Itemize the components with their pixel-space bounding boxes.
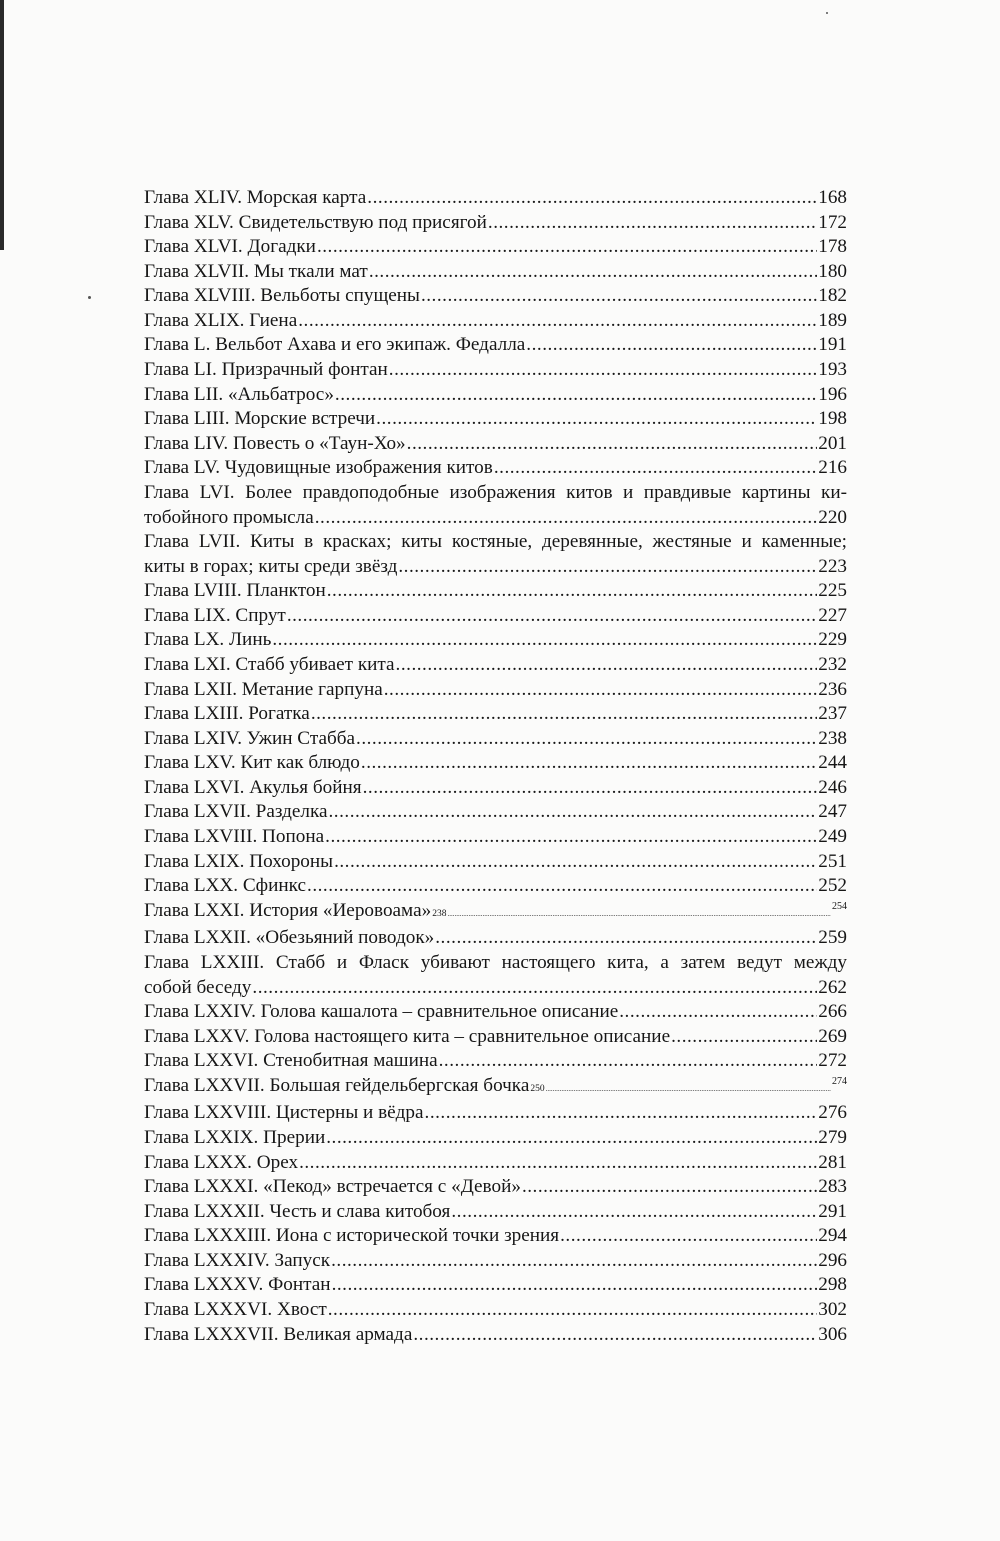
toc-entry[interactable] — [144, 1126, 847, 1151]
toc-entry[interactable] — [144, 628, 847, 653]
dot-leader — [329, 800, 818, 825]
toc-entry[interactable] — [144, 456, 847, 481]
toc-entry-page-number: 225 — [818, 580, 847, 602]
toc-entry-title: Глава XLIV. Морская карта — [144, 187, 367, 208]
toc-entry[interactable] — [144, 825, 847, 850]
toc-entry-page-number: 220 — [818, 506, 847, 528]
toc-entry-page-number: 178 — [818, 236, 847, 258]
toc-entry-page-number: 191 — [818, 334, 847, 356]
dot-leader — [435, 926, 817, 951]
footnote-marker: 250 — [530, 1083, 545, 1094]
toc-entry[interactable] — [144, 1200, 847, 1225]
toc-entry-title: Глава LXXXI. «Пекод» встречается с «Девой» — [144, 1176, 521, 1198]
toc-entry-title: Глава LXXXVI. Хвост — [144, 1299, 327, 1321]
toc-entry[interactable] — [144, 481, 847, 530]
toc-entry-title: Глава LXIX. Похороны — [144, 850, 334, 872]
toc-entry[interactable] — [144, 1025, 847, 1050]
toc-entry-page-number: 227 — [818, 604, 847, 626]
toc-entry-page-number: 172 — [818, 211, 847, 233]
toc-entry-title-continued: собой беседу — [144, 976, 252, 998]
dot-leader — [334, 850, 817, 875]
scan-speck — [826, 12, 828, 14]
dot-leader — [421, 284, 817, 309]
toc-entry-title: Глава LIV. Повесть о «Таун-Хо» — [144, 432, 406, 454]
toc-entry-title: Глава LXXV. Голова настоящего кита – сравнительное описание — [144, 1025, 671, 1047]
dot-leader — [522, 1175, 817, 1200]
dot-leader — [447, 899, 831, 927]
dot-leader — [488, 211, 817, 236]
toc-entry-page-number: 201 — [818, 432, 847, 454]
toc-entry-title: Глава LXXIX. Прерии — [144, 1126, 326, 1148]
toc-entry-title: Глава LXVI. Акулья бойня — [144, 776, 362, 798]
dot-leader — [451, 1200, 817, 1225]
toc-entry-title: Глава LXIII. Рогатка — [144, 703, 310, 725]
toc-entry-page-number: 247 — [818, 801, 847, 823]
toc-entry[interactable] — [144, 678, 847, 703]
toc-entry-page-number: 283 — [818, 1176, 847, 1198]
dot-leader — [389, 358, 817, 383]
toc-entry[interactable] — [144, 260, 847, 285]
dot-leader — [311, 702, 817, 727]
toc-entry-page-number: 229 — [818, 629, 847, 651]
dot-leader — [369, 260, 817, 285]
toc-entry[interactable] — [144, 926, 847, 951]
toc-entry[interactable] — [144, 1224, 847, 1249]
toc-entry-page-number: 274 — [832, 1075, 847, 1087]
dot-leader — [287, 604, 817, 629]
toc-entry-page-number: 251 — [818, 850, 847, 872]
toc-entry-title: Глава LXXXVII. Великая армада — [144, 1323, 413, 1345]
toc-entry-title: Глава LVII. Киты в красках; киты костяные, деревянные, жестяные и каменные; — [144, 531, 847, 553]
toc-entry-title: Глава LXI. Стабб убивает кита — [144, 653, 395, 675]
dot-leader — [298, 309, 817, 334]
toc-entry-page-number: 252 — [818, 875, 847, 897]
toc-entry-title: Глава LXXI. История «Иеровоама» — [144, 899, 432, 921]
dot-leader — [376, 407, 817, 432]
toc-entry-page-number: 238 — [818, 727, 847, 749]
dot-leader — [439, 1049, 818, 1074]
dot-leader — [356, 727, 817, 752]
dot-leader — [317, 235, 817, 260]
toc-entry-page-number: 216 — [818, 457, 847, 479]
toc-entry[interactable] — [144, 579, 847, 604]
toc-entry-title: Глава LXV. Кит как блюдо — [144, 752, 360, 774]
dot-leader — [327, 579, 818, 604]
dot-leader — [325, 825, 817, 850]
toc-entry-title: Глава LXXVII. Большая гейдельбергская бочка — [144, 1074, 530, 1096]
toc-entry[interactable] — [144, 383, 847, 408]
toc-entry[interactable] — [144, 702, 847, 727]
toc-entry[interactable] — [144, 1151, 847, 1176]
toc-entry[interactable] — [144, 211, 847, 236]
toc-entry-title: Глава LII. «Альбатрос» — [144, 383, 334, 405]
toc-entry-page-number: 296 — [818, 1249, 847, 1271]
toc-entry[interactable] — [144, 1323, 847, 1348]
toc-entry-page-number: 189 — [818, 309, 847, 331]
dot-leader — [494, 456, 817, 481]
dot-leader — [396, 653, 818, 678]
dot-leader — [413, 1323, 817, 1348]
toc-entry[interactable] — [144, 874, 847, 899]
toc-entry-page-number: 168 — [818, 187, 847, 208]
toc-entry-title: Глава LXXXIII. Иона с исторической точки зрения — [144, 1225, 560, 1247]
dot-leader — [335, 383, 817, 408]
toc-entry[interactable] — [144, 951, 847, 1000]
toc-entry-page-number: 237 — [818, 703, 847, 725]
dot-leader — [384, 678, 817, 703]
toc-entry-page-number: 193 — [818, 359, 847, 381]
toc-entry-title: Глава LXII. Метание гарпуна — [144, 678, 383, 700]
toc-entry-page-number: 223 — [818, 555, 847, 577]
toc-entry-page-number: 269 — [818, 1025, 847, 1047]
toc-entry[interactable] — [144, 899, 847, 927]
toc-entry-title: Глава XLV. Свидетельствую под присягой — [144, 211, 487, 233]
toc-entry-title: Глава LXXIV. Голова кашалота – сравнительное описание — [144, 1001, 619, 1023]
toc-entry-page-number: 180 — [818, 260, 847, 282]
toc-entry[interactable] — [144, 407, 847, 432]
dot-leader — [299, 1151, 817, 1176]
toc-entry-page-number: 198 — [818, 408, 847, 430]
toc-entry-page-number: 249 — [818, 826, 847, 848]
toc-entry[interactable] — [144, 333, 847, 358]
toc-entry[interactable] — [144, 1000, 847, 1025]
toc-entry-title: Глава LXXX. Орех — [144, 1151, 299, 1173]
toc-entry-title: Глава XLVII. Мы ткали мат — [144, 260, 368, 282]
toc-entry-page-number: 276 — [818, 1102, 847, 1124]
toc-entry-page-number: 254 — [832, 900, 847, 912]
dot-leader — [331, 1249, 817, 1274]
toc-entry[interactable] — [144, 1273, 847, 1298]
toc-entry[interactable] — [144, 1249, 847, 1274]
toc-entry[interactable] — [144, 653, 847, 678]
toc-entry-page-number: 298 — [818, 1274, 847, 1296]
toc-entry[interactable] — [144, 727, 847, 752]
toc-entry-title: Глава LIII. Морские встречи — [144, 408, 376, 430]
toc-entry[interactable] — [144, 1101, 847, 1126]
toc-entry[interactable] — [144, 1074, 847, 1102]
toc-entry-page-number: 272 — [818, 1050, 847, 1072]
toc-entry-title: Глава LIX. Спрут — [144, 604, 286, 626]
dot-leader — [619, 1000, 817, 1025]
dot-leader — [315, 506, 817, 531]
toc-entry[interactable] — [144, 309, 847, 334]
toc-entry-title: Глава LXXXV. Фонтан — [144, 1274, 331, 1296]
toc-entry-title-continued: киты в горах; киты среди звёзд — [144, 555, 398, 577]
toc-entry[interactable] — [144, 776, 847, 801]
toc-entry-title: Глава XLVIII. Вельботы спущены — [144, 285, 420, 307]
toc-entry-title: Глава LX. Линь — [144, 629, 272, 651]
toc-entry-page-number: 291 — [818, 1200, 847, 1222]
dot-leader — [671, 1025, 817, 1050]
toc-entry-title: Глава L. Вельбот Ахава и его экипаж. Федалла — [144, 334, 526, 356]
toc-entry-page-number: 279 — [818, 1126, 847, 1148]
dot-leader — [332, 1273, 818, 1298]
footnote-marker: 238 — [432, 908, 447, 919]
toc-entry-title: Глава LXXVIII. Цистерны и вёдра — [144, 1102, 424, 1124]
toc-entry-page-number: 294 — [818, 1225, 847, 1247]
toc-entry-page-number: 306 — [818, 1323, 847, 1345]
page-edge-shadow — [0, 0, 4, 250]
toc-entry[interactable] — [144, 800, 847, 825]
toc-entry[interactable] — [144, 1049, 847, 1074]
toc-entry-title: Глава LXXXIV. Запуск — [144, 1249, 331, 1271]
toc-entry-page-number: 244 — [818, 752, 847, 774]
toc-entry-title: Глава LXXII. «Обезьяний поводок» — [144, 927, 435, 949]
dot-leader — [272, 628, 817, 653]
toc-entry-title: Глава LV. Чудовищные изображения китов — [144, 457, 493, 479]
toc-entry-page-number: 302 — [818, 1299, 847, 1321]
toc-entry-page-number: 182 — [818, 285, 847, 307]
toc-entry[interactable] — [144, 530, 847, 579]
dot-leader — [361, 751, 817, 776]
toc-entry[interactable] — [144, 604, 847, 629]
toc-entry-title: Глава LVI. Более правдоподобные изображения китов и правдивые картины ки- — [144, 481, 847, 503]
dot-leader — [546, 1074, 831, 1102]
scan-speck — [88, 296, 91, 299]
dot-leader — [526, 333, 817, 358]
dot-leader — [560, 1224, 817, 1249]
toc-entry-page-number: 281 — [818, 1151, 847, 1173]
toc-entry-title-continued: тобойного промысла — [144, 506, 314, 528]
dot-leader — [328, 1298, 817, 1323]
toc-entry-page-number: 259 — [818, 927, 847, 949]
dot-leader — [252, 976, 817, 1001]
dot-leader — [367, 186, 817, 211]
toc-entry-title: Глава LXXVI. Стенобитная машина — [144, 1050, 438, 1072]
toc-entry[interactable] — [144, 850, 847, 875]
toc-entry-title: Глава LXX. Сфинкс — [144, 875, 307, 897]
toc-entry-page-number: 232 — [818, 653, 847, 675]
dot-leader — [363, 776, 818, 801]
dot-leader — [307, 874, 817, 899]
toc-entry-page-number: 236 — [818, 678, 847, 700]
toc-entry-title: Глава LXVII. Разделка — [144, 801, 328, 823]
toc-entry[interactable] — [144, 432, 847, 457]
toc-entry-title: Глава LI. Призрачный фонтан — [144, 359, 388, 381]
toc-entry-title: Глава LXXIII. Стабб и Фласк убивают настоящего кита, а затем ведут между — [144, 951, 847, 973]
toc-entry-page-number: 262 — [818, 976, 847, 998]
toc-entry[interactable] — [144, 1298, 847, 1323]
toc-entry[interactable] — [144, 284, 847, 309]
dot-leader — [398, 555, 817, 580]
toc-entry[interactable] — [144, 235, 847, 260]
toc-entry-page-number: 246 — [818, 776, 847, 798]
toc-entry-title: Глава XLIX. Гиена — [144, 309, 298, 331]
table-of-contents — [144, 186, 847, 1347]
dot-leader — [326, 1126, 817, 1151]
toc-entry-page-number: 196 — [818, 383, 847, 405]
toc-entry-title: Глава LXXXII. Честь и слава китобоя — [144, 1200, 451, 1222]
toc-entry[interactable] — [144, 1175, 847, 1200]
toc-entry-title: Глава LXVIII. Попона — [144, 826, 325, 848]
dot-leader — [407, 432, 818, 457]
toc-entry-page-number: 266 — [818, 1001, 847, 1023]
toc-entry[interactable] — [144, 751, 847, 776]
toc-entry[interactable] — [144, 358, 847, 383]
toc-entry-title: Глава LVIII. Планктон — [144, 580, 326, 602]
toc-entry-title: Глава XLVI. Догадки — [144, 236, 316, 258]
dot-leader — [425, 1101, 818, 1126]
toc-entry[interactable] — [144, 186, 847, 211]
toc-entry-title: Глава LXIV. Ужин Стабба — [144, 727, 356, 749]
